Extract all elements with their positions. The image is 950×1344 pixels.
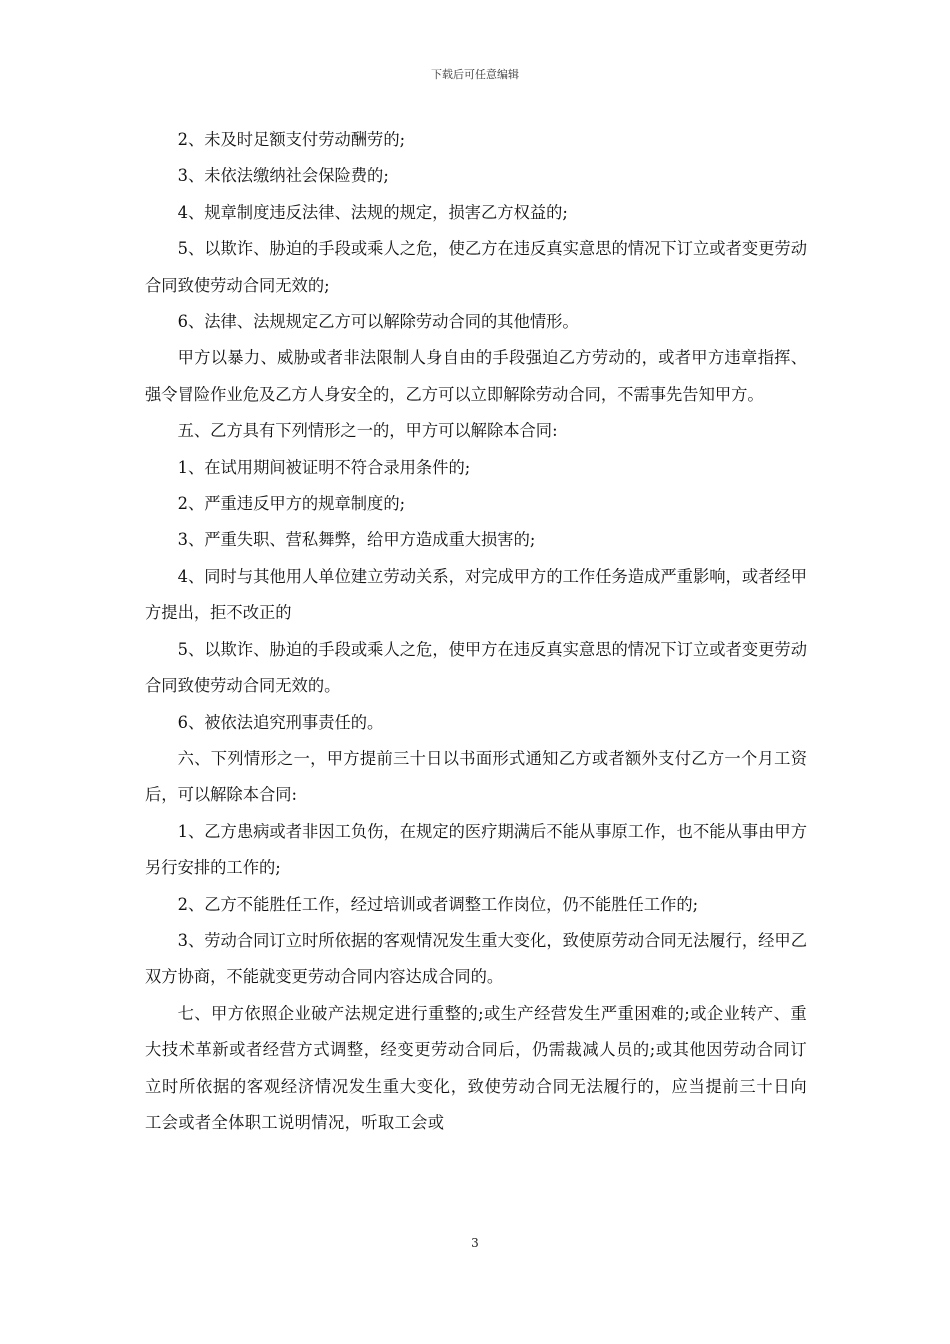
document-body: [145, 122, 807, 1141]
clause-paragraph: 1、乙方患病或者非因工负伤，在规定的医疗期满后不能从事原工作，也不能从事由甲方另行安排的工作的;: [145, 821, 807, 878]
page-number: 3: [471, 1236, 479, 1250]
clause-paragraph: 2、未及时足额支付劳动酬劳的;: [177, 130, 406, 149]
clause-paragraph: 2、严重违反甲方的规章制度的;: [177, 494, 406, 514]
clause-paragraph: 2、乙方不能胜任工作，经过培训或者调整工作岗位，仍不能胜任工作的;: [177, 894, 699, 914]
clause-paragraph: 5、以欺诈、胁迫的手段或乘人之危，使甲方在违反真实意思的情况下订立或者变更劳动合同致使劳动合同无效的。: [145, 639, 807, 696]
clause-paragraph: 1、在试用期间被证明不符合录用条件的;: [177, 457, 471, 477]
clause-paragraph: 3、严重失职、营私舞弊，给甲方造成重大损害的;: [177, 530, 536, 550]
clause-paragraph: 3、未依法缴纳社会保险费的;: [177, 166, 389, 186]
clause-paragraph: 4、规章制度违反法律、法规的规定，损害乙方权益的;: [177, 202, 568, 222]
section-heading-five: 五、乙方具有下列情形之一的，甲方可以解除本合同:: [177, 421, 558, 441]
section-heading-six: 六、下列情形之一，甲方提前三十日以书面形式通知乙方或者额外支付乙方一个月工资后，可以解除本合同:: [145, 748, 807, 805]
clause-paragraph: 甲方以暴力、威胁或者非法限制人身自由的手段强迫乙方劳动的，或者甲方违章指挥、强令冒险作业危及乙方人身安全的，乙方可以立即解除劳动合同，不需事先告知甲方。: [145, 348, 807, 404]
clause-paragraph: 5、以欺诈、胁迫的手段或乘人之危，使乙方在违反真实意思的情况下订立或者变更劳动合同致使劳动合同无效的;: [145, 239, 807, 295]
section-heading-seven: 七、甲方依照企业破产法规定进行重整的;或生产经营发生严重困难的;或企业转产、重大技术革新或者经营方式调整，经变更劳动合同后，仍需裁减人员的;或其他因劳动合同订立时所依据的客观经济情况发生重大变化，致使劳动合同无法履行的，应当提前三十日向工会或者全体职工说明情况，听取工会或: [145, 1003, 807, 1132]
clause-paragraph: 6、被依法追究刑事责任的。: [177, 712, 384, 732]
clause-paragraph: 4、同时与其他用人单位建立劳动关系，对完成甲方的工作任务造成严重影响，或者经甲方提出，拒不改正的: [145, 566, 807, 623]
page-header-note: 下载后可任意编辑: [431, 68, 519, 81]
clause-paragraph: 6、法律、法规规定乙方可以解除劳动合同的其他情形。: [177, 312, 579, 332]
clause-paragraph: 3、劳动合同订立时所依据的客观情况发生重大变化，致使原劳动合同无法履行，经甲乙双方协商，不能就变更劳动合同内容达成合同的。: [145, 930, 807, 987]
